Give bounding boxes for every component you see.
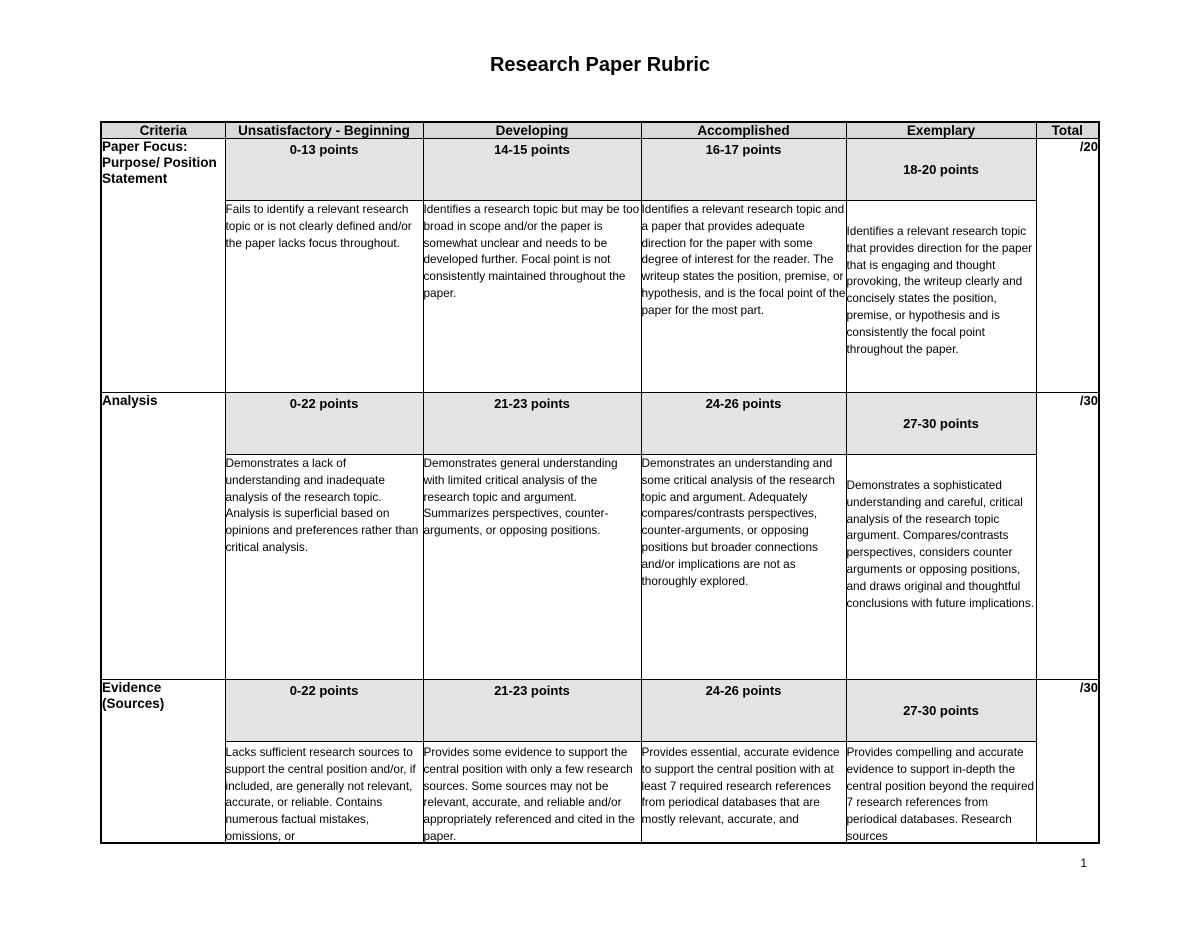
description-cell: Identifies a research topic but may be too broad in scope and/or the paper is somewhat unclear and needs to be developed further. Focal point is not consistently maintained throughout the paper. — [423, 201, 641, 393]
header-unsatisfactory: Unsatisfactory - Beginning — [225, 122, 423, 139]
total-cell: /30 — [1036, 393, 1099, 680]
points-cell: 27-30 points — [846, 680, 1036, 742]
points-cell: 21-23 points — [423, 680, 641, 742]
table-row — [101, 139, 1099, 201]
points-cell: 24-26 points — [641, 680, 846, 742]
rubric-table — [100, 121, 1100, 844]
table-row — [101, 393, 1099, 455]
points-cell: 16-17 points — [641, 139, 846, 201]
total-cell: /20 — [1036, 139, 1099, 393]
page-number: 1 — [1080, 856, 1087, 870]
points-cell: 14-15 points — [423, 139, 641, 201]
description-cell: Lacks sufficient research sources to support the central position and/or, if included, are generally not relevant, accurate, or reliable. Contains numerous factual mistakes, omissions, or — [225, 742, 423, 844]
description-cell: Fails to identify a relevant research topic or is not clearly defined and/or the paper lacks focus throughout. — [225, 201, 423, 393]
table-row — [101, 201, 1099, 393]
description-cell: Provides some evidence to support the central position with only a few research sources. Some sources may not be relevant, accurate, and reliable and/or appropriately referenced and cited in the paper. — [423, 742, 641, 844]
points-cell: 18-20 points — [846, 139, 1036, 201]
criteria-cell: Analysis — [101, 393, 225, 680]
header-developing: Developing — [423, 122, 641, 139]
description-cell: Provides compelling and accurate evidence to support in-depth the central position beyond the required 7 research references from periodical databases. Research sources — [846, 742, 1036, 844]
header-exemplary: Exemplary — [846, 122, 1036, 139]
table-row — [101, 455, 1099, 680]
description-cell: Demonstrates an understanding and some critical analysis of the research topic and argument. Adequately compares/contrasts perspectives, counter-arguments, or opposing positions but broader connections and/or implications are not as thoroughly explored. — [641, 455, 846, 680]
header-accomplished: Accomplished — [641, 122, 846, 139]
points-cell: 21-23 points — [423, 393, 641, 455]
description-cell: Identifies a relevant research topic that provides direction for the paper that is engaging and thought provoking, the writeup clearly and concisely states the position, premise, or hypothesis and is consistently the focal point throughout the paper. — [846, 201, 1036, 393]
header-total: Total — [1036, 122, 1099, 139]
points-cell: 0-22 points — [225, 680, 423, 742]
description-cell: Demonstrates a lack of understanding and inadequate analysis of the research topic. Analysis is superficial based on opinions and preferences rather than critical analysis. — [225, 455, 423, 680]
description-cell: Provides essential, accurate evidence to support the central position with at least 7 required research references from periodical databases that are mostly relevant, accurate, and — [641, 742, 846, 844]
description-cell: Demonstrates general understanding with limited critical analysis of the research topic and argument. Summarizes perspectives, counter-arguments, or opposing positions. — [423, 455, 641, 680]
points-cell: 27-30 points — [846, 393, 1036, 455]
table-row — [101, 680, 1099, 742]
header-row — [101, 122, 1099, 139]
criteria-cell: Paper Focus: Purpose/ Position Statement — [101, 139, 225, 393]
total-cell: /30 — [1036, 680, 1099, 844]
criteria-cell: Evidence (Sources) — [101, 680, 225, 844]
points-cell: 24-26 points — [641, 393, 846, 455]
table-row — [101, 742, 1099, 844]
description-cell: Identifies a relevant research topic and a paper that provides adequate direction for the paper with some degree of interest for the reader. The writeup states the position, premise, or hypothesis, and is the focal point of the paper for the most part. — [641, 201, 846, 393]
page-title: Research Paper Rubric — [489, 54, 711, 76]
description-cell: Demonstrates a sophisticated understanding and careful, critical analysis of the research topic argument. Compares/contrasts perspectives, considers counter arguments or opposing positions, and draws original and thoughtful conclusions with future implications. — [846, 455, 1036, 680]
points-cell: 0-22 points — [225, 393, 423, 455]
header-criteria: Criteria — [101, 122, 225, 139]
points-cell: 0-13 points — [225, 139, 423, 201]
